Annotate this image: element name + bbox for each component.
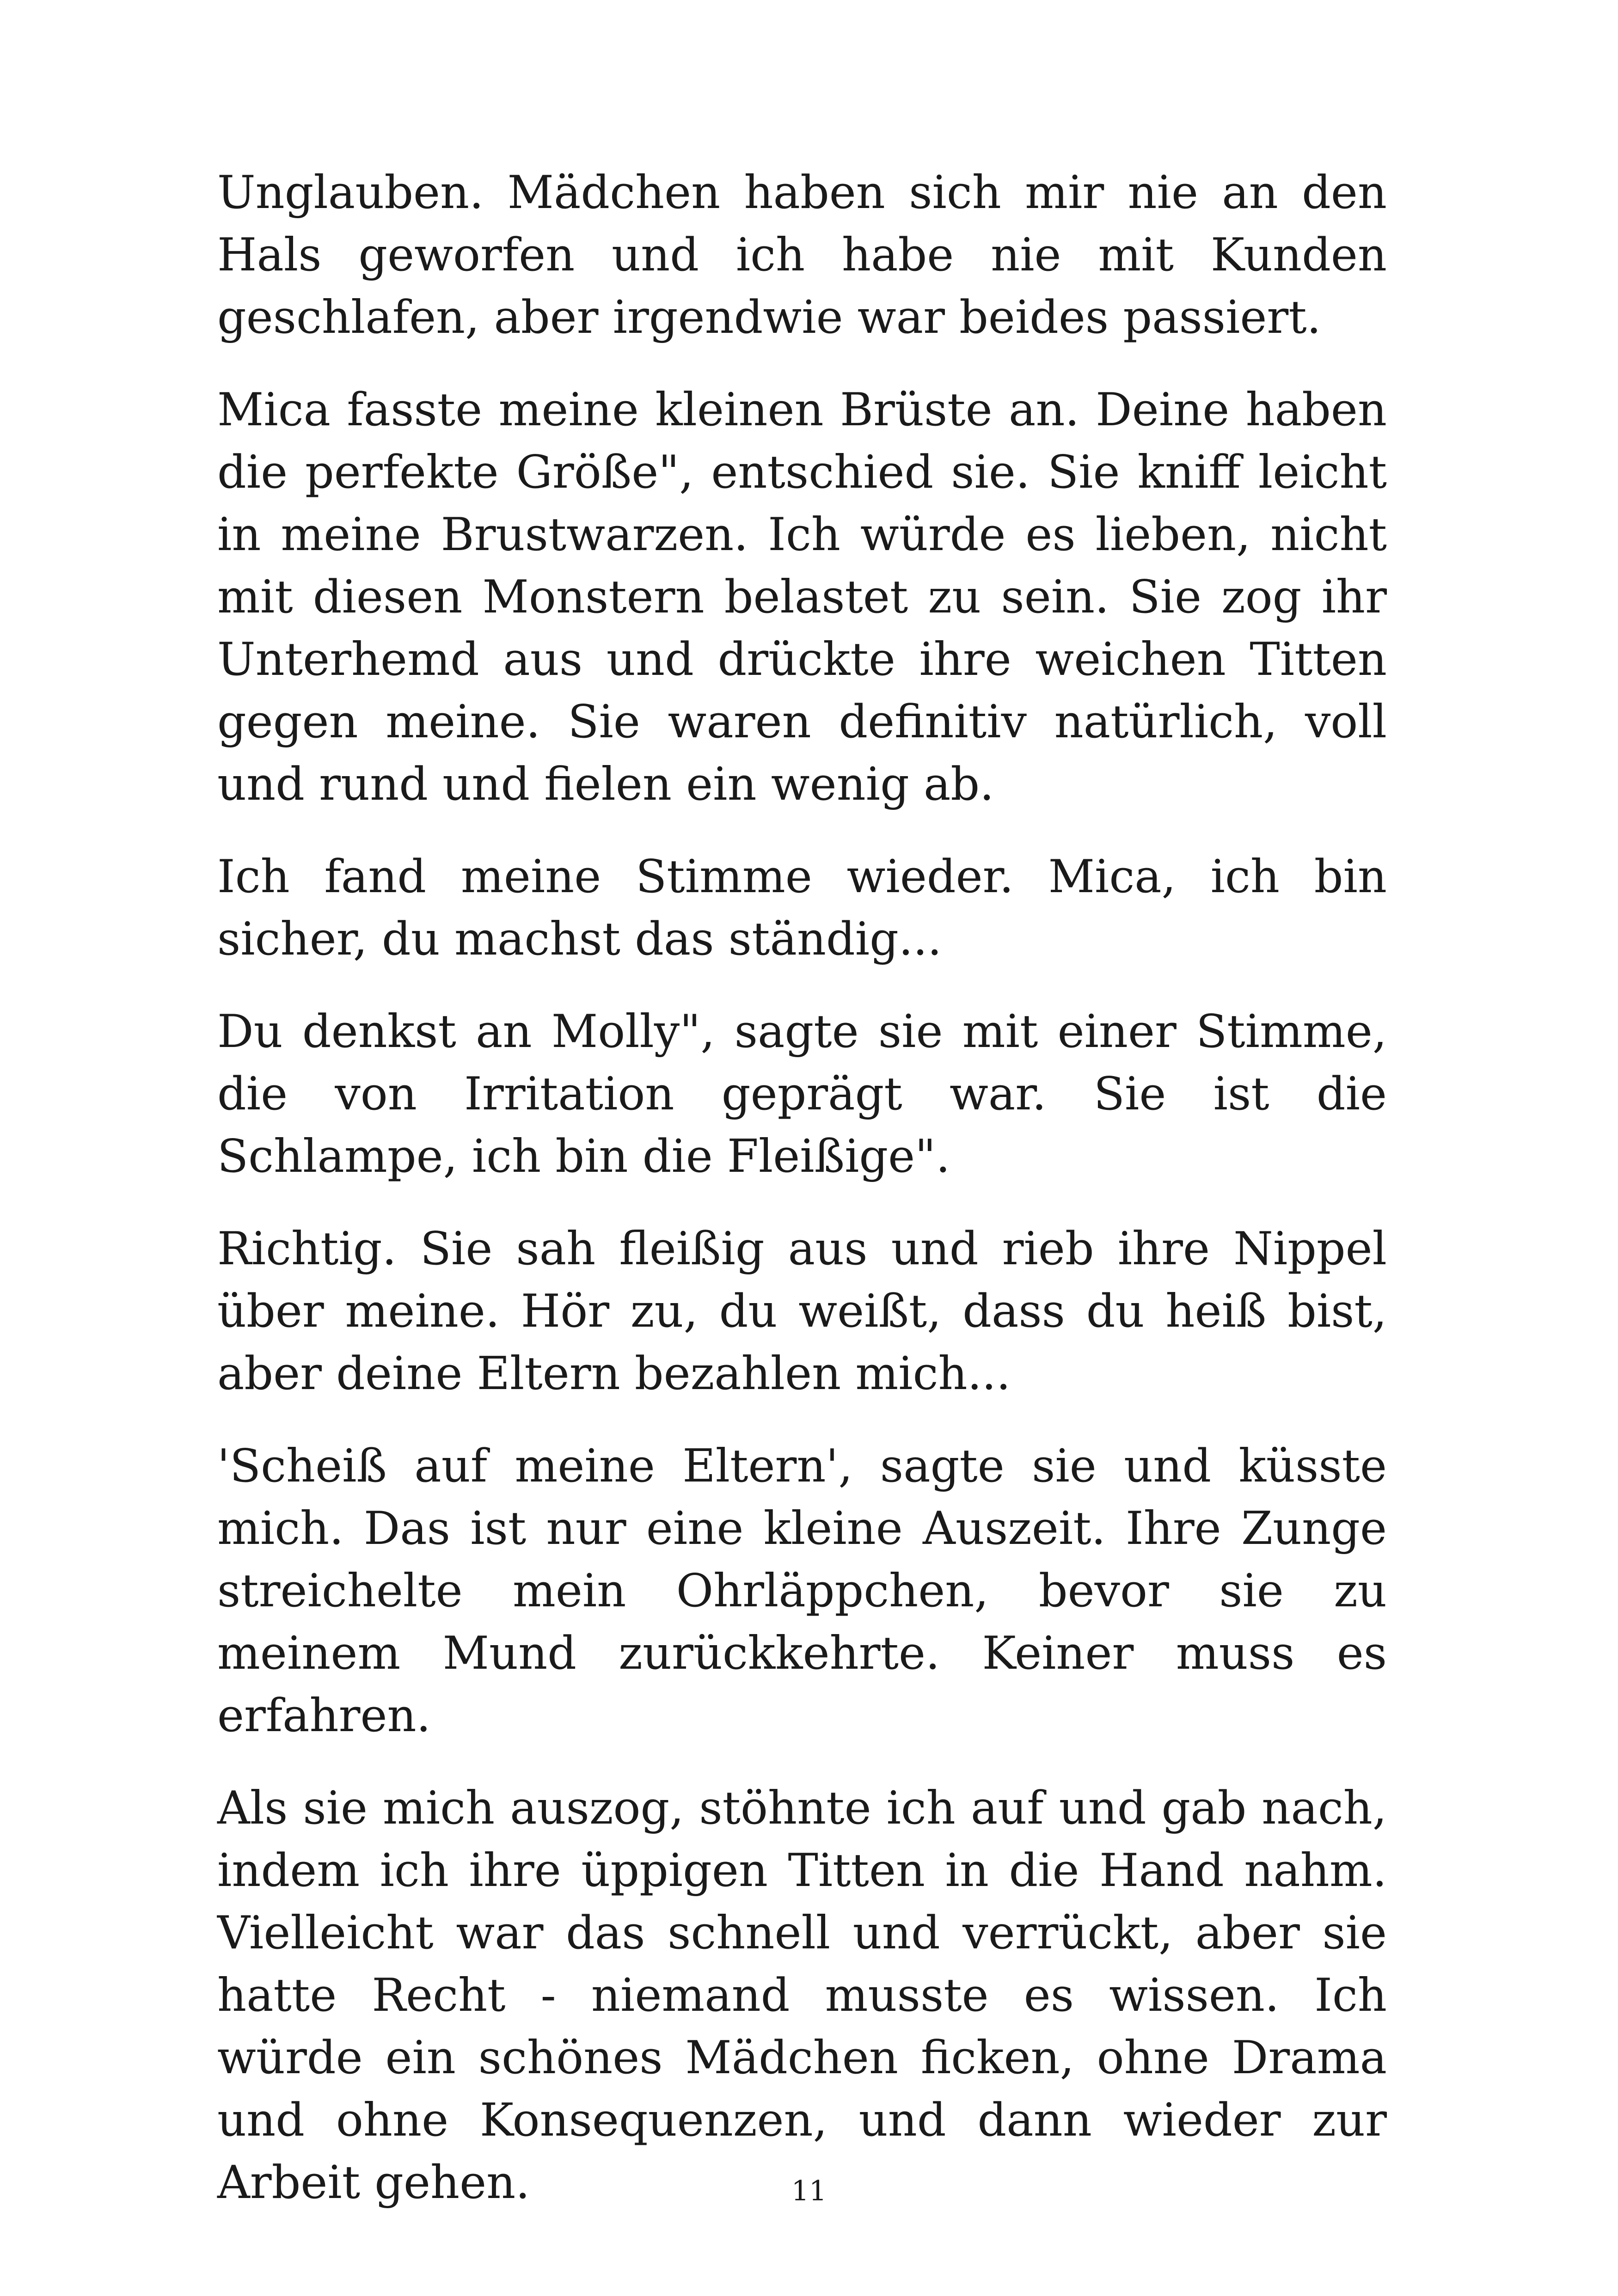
- paragraph: Richtig. Sie sah fleißig aus und rieb ihre Nippel über meine. Hör zu, du weißt, dass du heiß bist, aber deine Eltern bezahlen mich...: [217, 1223, 1387, 1400]
- paragraph: Unglauben. Mädchen haben sich mir nie an den Hals geworfen und ich habe nie mit Kunden geschlafen, aber irgendwie war beides passiert.: [217, 166, 1387, 344]
- page-number: 11: [791, 2175, 827, 2207]
- paragraph: Du denkst an Molly", sagte sie mit einer Stimme, die von Irritation geprägt war. Sie ist die Schlampe, ich bin die Fleißige".: [217, 1005, 1387, 1183]
- paragraph: Ich fand meine Stimme wieder. Mica, ich bin sicher, du machst das ständig...: [217, 851, 1387, 966]
- body-text: [217, 162, 1387, 2244]
- paragraph: Als sie mich auszog, stöhnte ich auf und gab nach, indem ich ihre üppigen Titten in die Hand nahm. Vielleicht war das schnell und verrückt, aber sie hatte Recht - niemand musste es wissen. Ich würde ein schönes Mädchen ficken, ohne Drama und ohne Konsequenzen, und dann wieder zur Arbeit gehen.: [217, 1782, 1387, 2209]
- paragraph: 'Scheiß auf meine Eltern', sagte sie und küsste mich. Das ist nur eine kleine Auszeit. Ihre Zunge streichelte mein Ohrläppchen, bevor sie zu meinem Mund zurückkehrte. Keiner muss es erfahren.: [217, 1440, 1387, 1742]
- paragraph: Mica fasste meine kleinen Brüste an. Deine haben die perfekte Größe", entschied sie. Sie kniff leicht in meine Brustwarzen. Ich würde es lieben, nicht mit diesen Monstern belastet zu sein. Sie zog ihr Unterhemd aus und drückte ihre weichen Titten gegen meine. Sie waren definitiv natürlich, voll und rund und fielen ein wenig ab.: [217, 384, 1387, 811]
